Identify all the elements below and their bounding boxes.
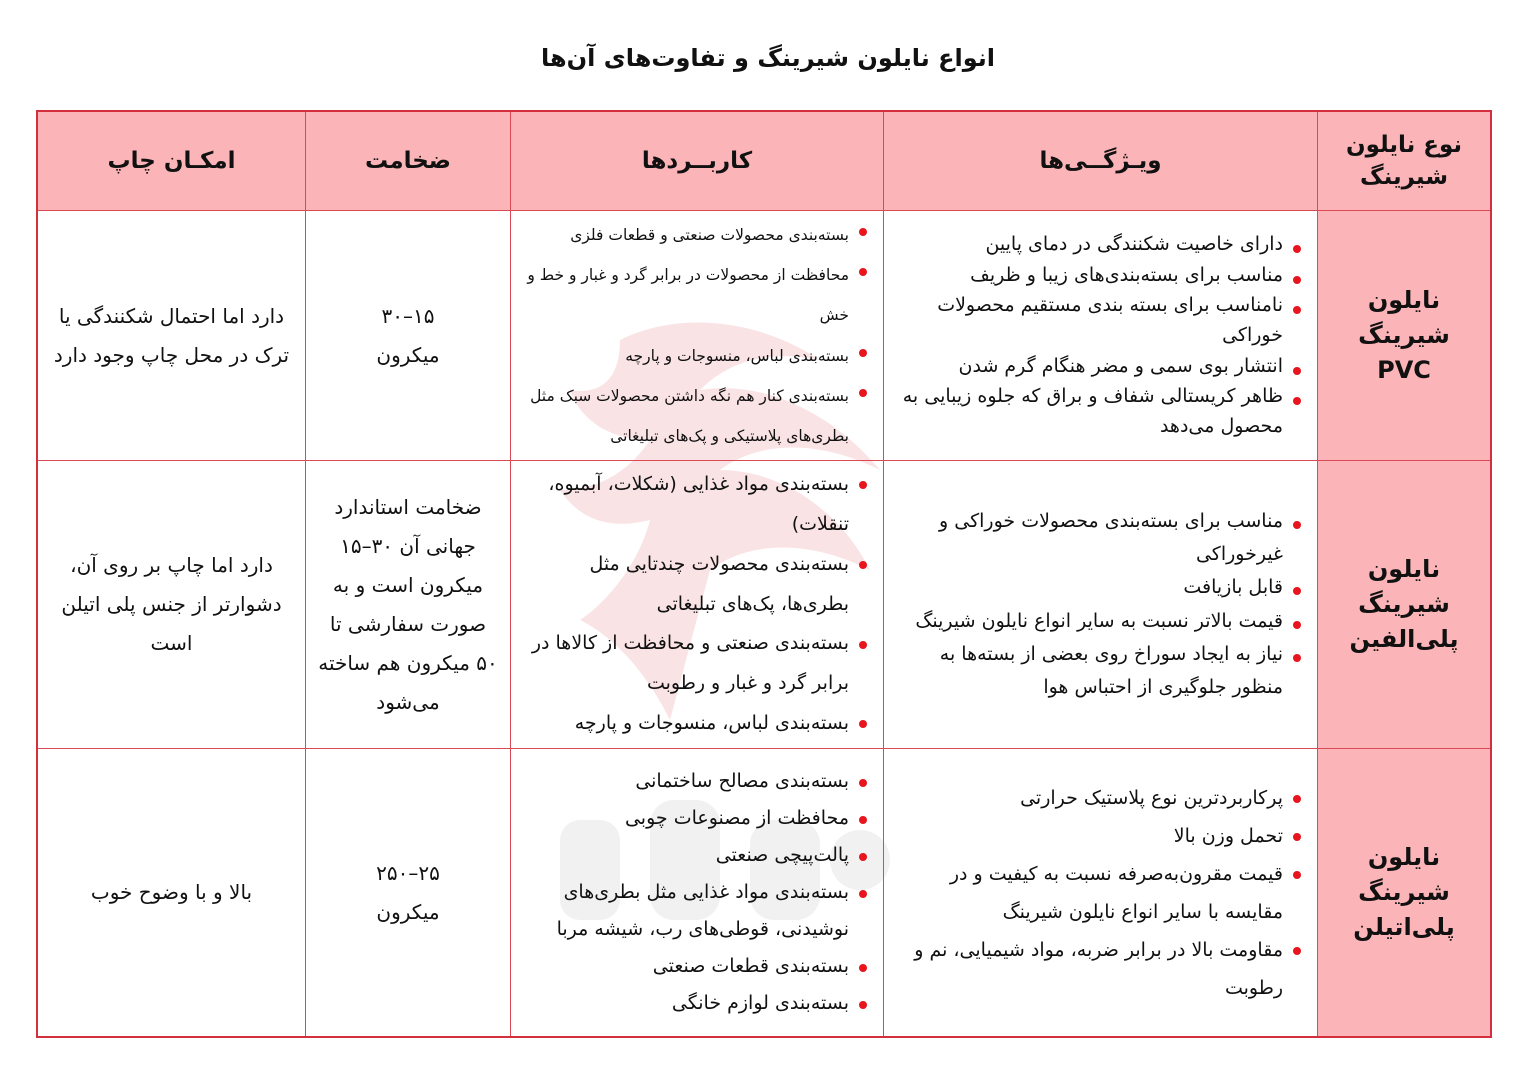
row-pvc-type bbox=[1318, 211, 1490, 461]
row-polyolefin-thickness bbox=[306, 461, 511, 749]
list-item: پرکاربردترین نوع پلاستیک حرارتی bbox=[896, 779, 1305, 817]
header-type-label: نوع نایلون شیرینگ bbox=[1345, 131, 1463, 190]
header-print-label: امکـان چاپ bbox=[107, 147, 236, 174]
row-polyolefin-features bbox=[884, 461, 1318, 749]
list-item: بسته‌بندی لوازم خانگی bbox=[523, 985, 871, 1022]
row-pvc-print bbox=[38, 211, 306, 461]
thickness-text: ضخامت استاندارد جهانی آن ۳۰–۱۵ میکرون است و به صورت سفارشی تا ۵۰ میکرون هم ساخته می‌شود bbox=[318, 494, 498, 714]
list-item: تحمل وزن بالا bbox=[896, 817, 1305, 855]
applications-list bbox=[523, 465, 871, 744]
list-item: بسته‌بندی لباس، منسوجات و پارچه bbox=[523, 336, 871, 376]
row-polyolefin-applications bbox=[511, 461, 884, 749]
list-item: بسته‌بندی کنار هم نگه داشتن محصولات سبک مثل بطری‌های پلاستیکی و پک‌های تبلیغاتی bbox=[523, 376, 871, 457]
header-applications-label: کاربــردها bbox=[641, 147, 753, 174]
list-item: قیمت بالاتر نسبت به سایر انواع نایلون شیرینگ bbox=[896, 605, 1305, 638]
type-label: نایلون شیرینگ پلی‌الفین bbox=[1349, 555, 1459, 653]
list-item: مناسب برای بسته‌بندی محصولات خوراکی و غیرخوراکی bbox=[896, 505, 1305, 572]
list-item: قابل بازیافت bbox=[896, 571, 1305, 604]
print-text: دارد اما چاپ بر روی آن، دشوارتر از جنس پلی اتیلن است bbox=[61, 553, 282, 655]
header-applications bbox=[511, 112, 884, 211]
header-features bbox=[884, 112, 1318, 211]
header-print bbox=[38, 112, 306, 211]
list-item: بسته‌بندی مواد غذایی (شکلات، آبمیوه، تنقلات) bbox=[523, 465, 871, 545]
type-label: نایلون شیرینگ PVC bbox=[1358, 286, 1450, 384]
list-item: محافظت از محصولات در برابر گرد و غبار و خط و خش bbox=[523, 255, 871, 336]
list-item: بسته‌بندی مواد غذایی مثل بطری‌های نوشیدنی، قوطی‌های رب، شیشه مربا bbox=[523, 874, 871, 948]
features-list bbox=[896, 505, 1305, 705]
list-item: نیاز به ایجاد سوراخ روی بعضی از بسته‌ها به منظور جلوگیری از احتباس هوا bbox=[896, 638, 1305, 705]
list-item: بسته‌بندی محصولات صنعتی و قطعات فلزی bbox=[523, 215, 871, 255]
list-item: مناسب برای بسته‌بندی‌های زیبا و ظریف bbox=[896, 260, 1305, 290]
list-item: انتشار بوی سمی و مضر هنگام گرم شدن bbox=[896, 351, 1305, 381]
list-item: بسته‌بندی صنعتی و محافظت از کالاها در برابر گرد و غبار و رطوبت bbox=[523, 624, 871, 704]
thickness-text: ۱۵–۳۰ میکرون bbox=[376, 303, 440, 367]
features-list bbox=[896, 779, 1305, 1007]
list-item: ظاهر کریستالی شفاف و براق که جلوه زیبایی به محصول می‌دهد bbox=[896, 381, 1305, 442]
list-item: بسته‌بندی لباس، منسوجات و پارچه bbox=[523, 704, 871, 744]
row-pvc-features bbox=[884, 211, 1318, 461]
comparison-table bbox=[36, 110, 1492, 1038]
applications-list bbox=[523, 763, 871, 1022]
row-polyolefin-type bbox=[1318, 461, 1490, 749]
applications-list bbox=[523, 215, 871, 457]
row-polyethylene-print bbox=[38, 749, 306, 1036]
list-item: بسته‌بندی مصالح ساختمانی bbox=[523, 763, 871, 800]
print-text: دارد اما احتمال شکنندگی یا ترک در محل چاپ وجود دارد bbox=[53, 303, 290, 367]
list-item: مقاومت بالا در برابر ضربه، مواد شیمیایی، نم و رطوبت bbox=[896, 931, 1305, 1007]
list-item: بسته‌بندی محصولات چندتایی مثل بطری‌ها، پک‌های تبلیغاتی bbox=[523, 545, 871, 625]
thickness-text: ۲۵–۲۵۰ میکرون bbox=[376, 860, 440, 924]
list-item: دارای خاصیت شکنندگی در دمای پایین bbox=[896, 229, 1305, 259]
list-item: محافظت از مصنوعات چوبی bbox=[523, 800, 871, 837]
row-pvc-thickness bbox=[306, 211, 511, 461]
row-polyethylene-type bbox=[1318, 749, 1490, 1036]
row-polyethylene-features bbox=[884, 749, 1318, 1036]
row-polyolefin-print bbox=[38, 461, 306, 749]
list-item: قیمت مقرون‌به‌صرفه نسبت به کیفیت و در مقایسه با سایر انواع نایلون شیرینگ bbox=[896, 855, 1305, 931]
list-item: پالت‌پیچی صنعتی bbox=[523, 837, 871, 874]
header-thickness bbox=[306, 112, 511, 211]
header-thickness-label: ضخامت bbox=[364, 147, 452, 174]
row-polyethylene-thickness bbox=[306, 749, 511, 1036]
row-polyethylene-applications bbox=[511, 749, 884, 1036]
page-title: انواع نایلون شیرینگ و تفاوت‌های آن‌ها bbox=[540, 44, 996, 72]
list-item: بسته‌بندی قطعات صنعتی bbox=[523, 948, 871, 985]
header-features-label: ویـژگــی‌ها bbox=[1039, 147, 1162, 174]
list-item: نامناسب برای بسته بندی مستقیم محصولات خوراکی bbox=[896, 290, 1305, 351]
header-type bbox=[1318, 112, 1490, 211]
print-text: بالا و با وضوح خوب bbox=[90, 880, 253, 904]
features-list bbox=[896, 229, 1305, 442]
row-pvc-applications bbox=[511, 211, 884, 461]
type-label: نایلون شیرینگ پلی‌اتیلن bbox=[1353, 843, 1455, 941]
